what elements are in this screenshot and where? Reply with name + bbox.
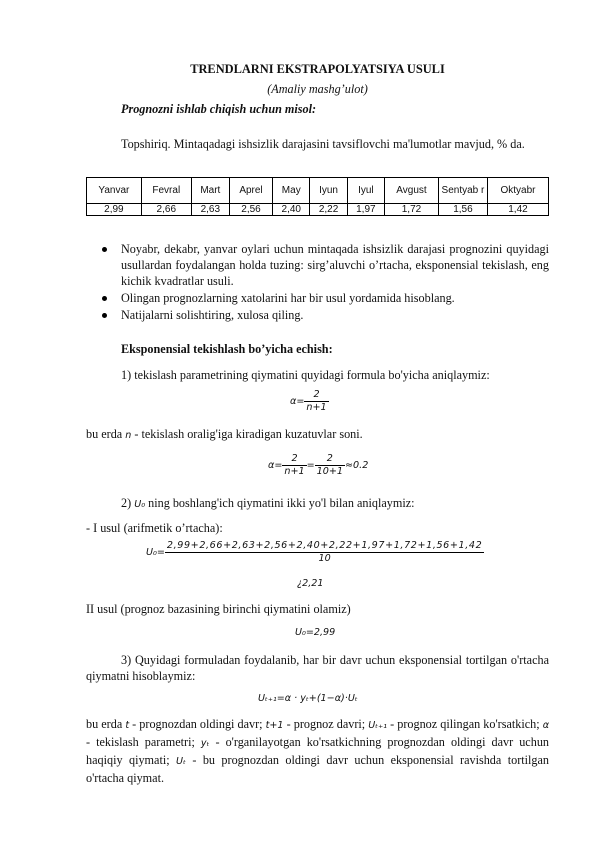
symbol-alpha: α: [542, 720, 550, 731]
step2-text: [86, 495, 549, 513]
symbol-u0: U₀: [134, 499, 146, 510]
table-cell: 2,56: [229, 204, 272, 216]
table-header-cell: Avgust: [385, 178, 439, 204]
formula-lhs: U₀=: [146, 547, 165, 558]
table-cell: 1,72: [385, 204, 439, 216]
table-cell: 1,56: [438, 204, 487, 216]
step1-text: 1) tekislash parametrining qiymatini quyidagi formula bo'yicha aniqlaymiz:: [121, 368, 490, 382]
bullet-icon: [102, 296, 107, 301]
bullet-icon: [102, 313, 107, 318]
fraction: [315, 453, 345, 478]
list-item: [86, 307, 549, 323]
result-u0-average: ¿2,21: [297, 578, 324, 589]
symbol-u-t: Uₜ: [176, 756, 186, 767]
explanation-part: - prognozdan oldingi davr;: [132, 717, 263, 731]
method2-text: II usul (prognoz bazasining birinchi qiymatini olamiz): [86, 602, 351, 616]
table-cell: 2,66: [141, 204, 191, 216]
section1-heading: Prognozni ishlab chiqish uchun misol:: [121, 102, 317, 116]
table-header-cell: Aprel: [229, 178, 272, 204]
fraction: [304, 389, 328, 414]
page-subtitle: (Amaliy mashg’ulot): [267, 82, 368, 96]
table-row: [87, 204, 549, 216]
explanation-part: bu erda: [86, 717, 123, 731]
symbol-t: t: [125, 720, 130, 731]
symbol-y-t: yₜ: [200, 738, 210, 749]
explanation-part: - tekislash parametri;: [86, 735, 195, 749]
explanation-part: - bu prognozdan oldingi davr uchun eksponensial ravishda tortilgan o'rtacha qiymat.: [86, 753, 550, 785]
symbol-u-t-plus-1: Uₜ₊₁: [368, 720, 388, 731]
table-cell: 1,42: [487, 204, 548, 216]
page-title: TRENDLARNI EKSTRAPOLYATSIYA USULI: [190, 62, 445, 76]
table-header-cell: Yanvar: [87, 178, 142, 204]
fraction-denominator: 10: [318, 553, 331, 564]
step2-pre: 2): [121, 496, 132, 510]
table-cell: 2,63: [191, 204, 229, 216]
fraction-numerator: 2: [282, 453, 306, 466]
formula-ut: Uₜ₊₁=α · yₜ+(1−α)·Uₜ: [258, 693, 358, 704]
formula-alpha-calc: [268, 453, 368, 478]
symbol-t-plus-1: t+1: [265, 720, 284, 731]
formula-u0-average: [146, 540, 484, 565]
table-cell: 2,40: [273, 204, 310, 216]
where-n-text: [86, 426, 549, 444]
where-n-post: - tekislash oralig'iga kiradigan kuzatuvlar soni.: [134, 427, 363, 441]
table-header-cell: Iyul: [347, 178, 384, 204]
task-list: [86, 241, 549, 324]
step2-post: ning boshlang'ich qiymatini ikki yo'l bilan aniqlaymiz:: [148, 496, 415, 510]
table-cell: 2,99: [87, 204, 142, 216]
formula-alpha: [290, 389, 329, 414]
fraction-numerator: 2: [304, 389, 328, 402]
explanation-part: - prognoz qilingan ko'rsatkich;: [390, 717, 540, 731]
fraction: [282, 453, 306, 478]
where-n-pre: bu erda: [86, 427, 123, 441]
task-text: Topshiriq. Mintaqadagi ishsizlik darajasini tavsiflovchi ma'lumotlar mavjud, % da.: [121, 137, 525, 151]
table-header-cell: Sentyab r: [438, 178, 487, 204]
list-item: [86, 290, 549, 306]
list-item: [86, 241, 549, 289]
bullet-icon: [102, 247, 107, 252]
section2-heading: Eksponensial tekishlash bo’yicha echish:: [121, 342, 333, 356]
approx-value: ≈0.2: [345, 460, 369, 471]
explanation-text: [86, 716, 549, 786]
table-cell: 2,22: [310, 204, 347, 216]
explanation-part: - o'rganilayotgan ko'rsatkichning prognozdan oldingi davr uchun haqiqiy qiymati;: [86, 735, 550, 767]
fraction-numerator: 2: [315, 453, 345, 466]
table-header-cell: May: [273, 178, 310, 204]
symbol-n: n: [125, 430, 132, 441]
method1-text: - I usul (arifmetik o’rtacha):: [86, 521, 223, 535]
step3-text: 3) Quyidagi formuladan foydalanib, har bir davr uchun eksponensial tortilgan o'rtacha qiymatni hisoblaymiz:: [86, 653, 549, 683]
equals-sign: =: [306, 460, 315, 471]
table-header-row: [87, 178, 549, 204]
formula-lhs: α=: [268, 460, 283, 471]
fraction-denominator: 10+1: [316, 466, 344, 477]
fraction-numerator: 2,99+2,66+2,63+2,56+2,40+2,22+1,97+1,72+1,56+1,42: [166, 540, 483, 551]
formula-lhs: α=: [290, 396, 305, 407]
fraction: [165, 540, 484, 565]
unemployment-table: [86, 177, 549, 216]
list-item-text: Olingan prognozlarning xatolarini har bir usul yordamida hisoblang.: [121, 291, 455, 305]
formula-u0-first: U₀=2,99: [295, 627, 336, 638]
list-item-text: Noyabr, dekabr, yanvar oylari uchun mintaqada ishsizlik darajasi prognozini quyidagi usullardan foydalangan holda tuzing: sirg’aluvchi o’rtacha, eksponensial tekislash, eng kichik kvadratlar usuli.: [121, 242, 549, 288]
list-item-text: Natijalarni solishtiring, xulosa qiling.: [121, 308, 304, 322]
fraction-denominator: n+1: [306, 402, 327, 413]
table-header-cell: Fevral: [141, 178, 191, 204]
fraction-denominator: n+1: [284, 466, 305, 477]
explanation-part: - prognoz davri;: [286, 717, 366, 731]
table-header-cell: Oktyabr: [487, 178, 548, 204]
table-cell: 1,97: [347, 204, 384, 216]
table-header-cell: Iyun: [310, 178, 347, 204]
table-header-cell: Mart: [191, 178, 229, 204]
